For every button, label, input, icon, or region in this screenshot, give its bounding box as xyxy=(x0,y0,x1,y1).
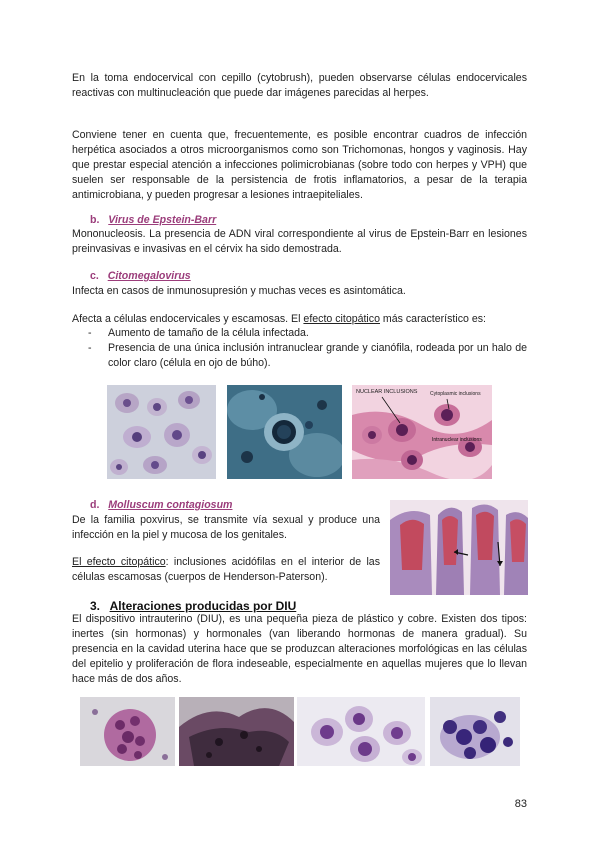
heading-epstein-barr xyxy=(90,214,216,226)
bullet-dash: - xyxy=(88,327,92,339)
heading-molluscum xyxy=(90,499,232,511)
cmv-image-3-graphic xyxy=(352,385,492,479)
paragraph-infections: Conviene tener en cuenta que, frecuentemente, es posible encontrar cuadros de infección herpética asociados a otros microorganismos como son Trichomonas, hongos y vaginosis. Hay que prestar especial atención a infecciones polimicrobianas (sobre todo con herpes y VPH) que suelen ser responsable de la persistencia de frotis inflamatorios, a pesar de la terapia antimicrobiana, y pueden progresar a lesiones intraepiteliales. xyxy=(72,129,527,201)
heading-section-3 xyxy=(90,599,296,613)
cmv-image-3 xyxy=(352,385,492,479)
paragraph-epstein-barr: Mononucleosis. La presencia de ADN viral correspondiente al virus de Epstein-Barr en lesiones preinvasivas e invasivas en el cérvix ha sido demostrada. xyxy=(72,228,527,255)
paragraph-cytobrush: En la toma endocervical con cepillo (cytobrush), pueden observarse células endocervicales reactivas con multinucleación que puede dar imágenes parecidas al herpes. xyxy=(72,72,527,99)
text-span: más característico es: xyxy=(379,313,486,325)
heading-title: Citomegalovirus xyxy=(107,270,191,282)
bullet-text: Aumento de tamaño de la célula infectada. xyxy=(108,327,309,339)
diu-image-1 xyxy=(80,697,175,766)
diu-image-4 xyxy=(430,697,520,766)
heading-title: Molluscum contagiosum xyxy=(108,499,233,511)
paragraph-cmv-2 xyxy=(72,312,527,327)
image-label: Cytoplasmic inclusions xyxy=(430,391,481,397)
underlined-term: El efecto citopático xyxy=(72,556,166,568)
underlined-term: efecto citopático xyxy=(303,313,380,325)
molluscum-image-graphic xyxy=(390,500,528,595)
paragraph-diu: El dispositivo intrauterino (DIU), es una pequeña pieza de plástico y cobre. Existen dos tipos: inertes (sin hormonas) y hormonales (van liberando hormonas de manera gradual). Su presencia en la cavidad uterina hace que se produzcan alteraciones morfológicas en las células del epitelio y proliferación de flora indeseable, especialmente en aquellas mujeres que lo llevan hace más de dos años. xyxy=(72,613,527,685)
bullet-item xyxy=(72,326,527,341)
bullet-text: Presencia de una única inclusión intranuclear grande y cianófila, rodeada por un halo de color claro (célula en ojo de búho). xyxy=(108,342,527,369)
heading-letter: b. xyxy=(90,214,100,226)
bullet-item xyxy=(72,341,527,371)
page-number: 83 xyxy=(514,798,527,810)
cmv-image-1-graphic xyxy=(107,385,216,479)
image-label: NUCLEAR INCLUSIONS xyxy=(356,389,418,395)
heading-letter: d. xyxy=(90,499,100,511)
heading-citomegalovirus xyxy=(90,270,191,282)
molluscum-image xyxy=(390,500,528,595)
diu-image-2 xyxy=(179,697,294,766)
diu-image-2-graphic xyxy=(179,697,294,766)
cmv-image-1 xyxy=(107,385,216,479)
text-span: Afecta a células endocervicales y escamosas. El xyxy=(72,313,304,325)
diu-image-4-graphic xyxy=(430,697,520,766)
bullet-dash: - xyxy=(88,342,92,354)
text-span: : inclusiones acidófilas en el interior de las células escamosas (cuerpos de Henderson-Paterson). xyxy=(72,556,381,583)
heading-letter: c. xyxy=(90,270,99,282)
cmv-image-2 xyxy=(227,385,342,479)
diu-image-1-graphic xyxy=(80,697,175,766)
heading-title: Alteraciones producidas por DIU xyxy=(109,599,297,613)
image-label: Intranuclear inclusions xyxy=(432,437,482,443)
diu-image-3-graphic xyxy=(297,697,425,766)
paragraph-molluscum-1: De la familia poxvirus, se transmite vía sexual y produce una infección en la piel y mucosa de los genitales. xyxy=(72,514,380,541)
diu-image-3 xyxy=(297,697,425,766)
cmv-image-2-graphic xyxy=(227,385,342,479)
heading-title: Virus de Epstein-Barr xyxy=(108,214,217,226)
paragraph-molluscum-2 xyxy=(72,555,380,585)
paragraph-cmv-1: Infecta en casos de inmunosupresión y muchas veces es asintomática. xyxy=(72,285,406,297)
heading-number: 3. xyxy=(90,599,101,613)
